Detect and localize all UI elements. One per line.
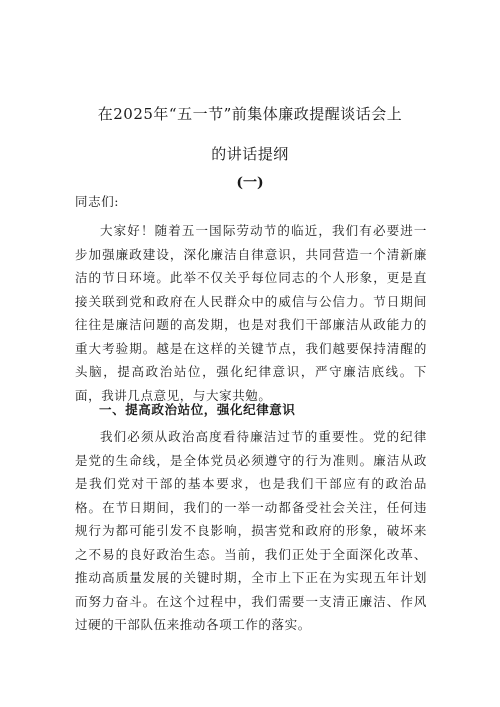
- section-mark: (一): [236, 175, 264, 191]
- section-heading-1: 一、提高政治站位，强化纪律意识: [99, 402, 296, 417]
- paragraph-intro: 大家好！随着五一国际劳动节的临近，我们有必要进一步加强廉政建设，深化廉洁自律意识，共同营造一个清新廉洁的节日环境。此举不仅关乎每位同志的个人形象，更是直接关联到党和政府在人民群众中的威信与公信力。节日期间往往是廉洁问题的高发期，也是对我们干部廉洁从政能力的重大考验期。越是在这样的关键节点，我们越要保持清醒的头脑，提高政治站位，强化纪律意识，严守廉洁底线。下面，我讲几点意见，与大家共勉。: [75, 223, 427, 403]
- paragraph-section-1: 我们必须从政治高度看待廉洁过节的重要性。党的纪律是党的生命线，是全体党员必须遵守的行为准则。廉洁从政是我们党对干部的基本要求，也是我们干部应有的政治品格。在节日期间，我们的一举一动都备受社会关注，任何违规行为都可能引发不良影响，损害党和政府的形象，破坏来之不易的良好政治生态。当前，我们正处于全面深化改革、推动高质量发展的关键时期，全市上下正在为实现五年计划而努力奋斗。在这个过程中，我们需要一支清正廉洁、作风过硬的干部队伍来推动各项工作的落实。: [75, 429, 427, 632]
- document-title-line2: 的讲话提纲: [211, 145, 289, 163]
- greeting: 同志们:: [75, 194, 120, 209]
- document-title-line1: 在2025年“五一节”前集体廉政提醒谈话会上: [97, 105, 403, 123]
